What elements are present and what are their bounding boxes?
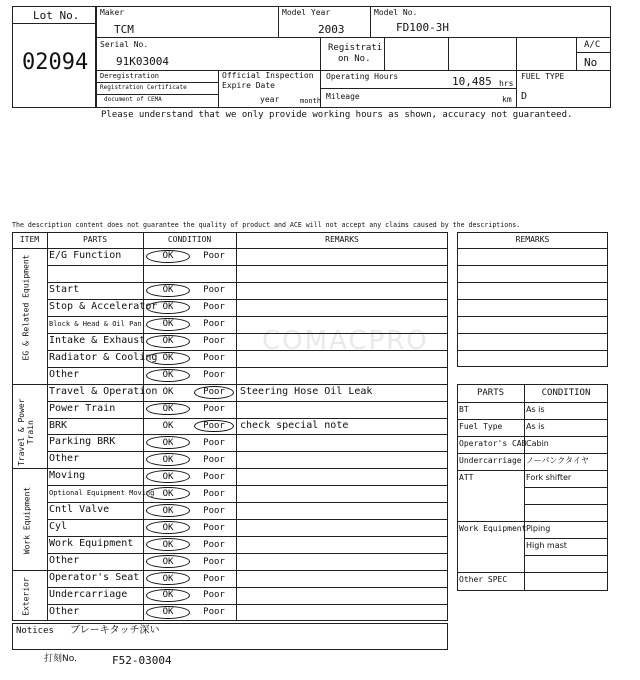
ok-circled: OK — [146, 487, 190, 500]
ok-circled: OK — [146, 250, 190, 263]
mileage-label: Mileage — [326, 92, 360, 101]
right-condition-value: As is — [526, 405, 545, 414]
row-part-label: Cntl Valve — [49, 504, 110, 516]
poor-option: Poor — [203, 370, 225, 381]
fuel-type-label: FUEL TYPE — [521, 72, 565, 81]
ok-circled: OK — [146, 504, 190, 517]
row-part-label: Stop & Accelerator — [49, 300, 158, 312]
row-part-label: Work Equipment — [49, 538, 134, 550]
operating-hours-label: Operating Hours — [326, 72, 399, 81]
poor-option: Poor — [203, 437, 225, 448]
right-part-label: Work Equipment — [459, 524, 527, 533]
model-year-value: 2003 — [318, 23, 345, 36]
ok-circled: OK — [146, 470, 190, 483]
ok-circled: OK — [146, 521, 190, 534]
poor-circled: Poor — [194, 420, 234, 433]
poor-option: Poor — [203, 590, 225, 601]
right-condition-header: CONDITION — [541, 388, 591, 398]
right-part-label: Fuel Type — [459, 422, 503, 431]
right-condition-value: ノーパンクタイヤ — [526, 456, 589, 465]
poor-option: Poor — [203, 505, 225, 516]
operating-hours-value: 10,485 — [452, 75, 492, 88]
row-part-label: Other — [49, 555, 80, 567]
deregistration-line-3: document of CEMA — [104, 96, 162, 103]
row-part-label: Undercarriage — [49, 589, 128, 600]
ok-circled: OK — [146, 538, 190, 551]
poor-option: Poor — [203, 251, 225, 262]
poor-option: Poor — [203, 353, 225, 364]
watermark: COMACPRO — [262, 326, 429, 356]
header-item: ITEM — [19, 235, 40, 244]
poor-option: Poor — [203, 573, 225, 584]
serial-value: 91K03004 — [116, 55, 169, 68]
model-no-value: FD100-3H — [396, 21, 449, 34]
poor-option: Poor — [203, 336, 225, 347]
poor-option: Poor — [203, 539, 225, 550]
ac-label: A/C — [584, 40, 601, 50]
group-label-work: Work Equipment — [22, 486, 32, 555]
deregistration-line-2: Registration Certificate — [100, 84, 187, 91]
header-condition: CONDITION — [167, 235, 212, 244]
model-year-label: Model Year — [282, 8, 331, 17]
row-part-label: Cyl — [49, 521, 68, 533]
right-part-label: Undercarriage — [459, 456, 522, 465]
row-remark: Steering Hose Oil Leak — [240, 385, 373, 397]
right-condition-value: Fork shifter — [526, 473, 572, 482]
ok-circled: OK — [146, 572, 190, 585]
operating-hours-unit: hrs — [499, 79, 514, 88]
ok-circled: OK — [146, 318, 190, 331]
row-part-label: Other — [49, 605, 80, 617]
row-part-label: Other — [49, 453, 80, 465]
ac-value: No — [584, 56, 598, 69]
right-condition-value: High mast — [526, 541, 567, 550]
disclaimer: The description content does not guarantee the quality of product and ACE will not accept any claims caused by the descriptions. — [12, 221, 521, 229]
ok-option: OK — [162, 387, 174, 398]
ok-circled: OK — [146, 284, 190, 297]
poor-option: Poor — [203, 522, 225, 533]
inspection-month: month — [300, 97, 322, 105]
hours-note: Please understand that we only provide working hours as shown, accuracy not guaranteed. — [101, 110, 573, 120]
stamp-label: 打刻No. — [44, 654, 77, 664]
poor-option: Poor — [203, 471, 225, 482]
poor-circled: Poor — [194, 386, 234, 399]
maker-label: Maker — [100, 8, 125, 17]
right-parts-header: PARTS — [476, 388, 505, 398]
header-parts: PARTS — [82, 235, 108, 244]
ok-option: OK — [162, 420, 174, 431]
inspection-label-2: Expire Date — [222, 81, 275, 90]
inspection-label-1: Official Inspection — [222, 71, 314, 80]
right-condition-value: Piping — [526, 524, 551, 533]
ok-circled: OK — [146, 369, 190, 382]
row-part-label: Start — [49, 283, 80, 295]
right-part-label: BT — [459, 405, 469, 414]
row-part-label: Moving — [49, 470, 86, 482]
row-remark: check special note — [240, 419, 349, 431]
row-part-label: Other — [49, 368, 80, 380]
poor-option: Poor — [203, 454, 225, 465]
poor-option: Poor — [203, 302, 225, 313]
row-part-label: Radiator & Cooling — [49, 351, 158, 363]
inspection-year: year — [260, 95, 280, 104]
ok-circled: OK — [146, 589, 190, 602]
row-part-label: E/G Function — [49, 250, 122, 261]
row-part-label: Block & Head & Oil Pan — [49, 319, 142, 328]
poor-option: Poor — [203, 488, 225, 499]
fuel-type-value: D — [521, 91, 528, 102]
right-condition-value: Cabin — [526, 439, 549, 448]
serial-label: Serial No. — [100, 40, 149, 49]
ok-circled: OK — [146, 352, 190, 365]
right-remarks-header: REMARKS — [515, 235, 550, 244]
notices-label: Notices — [16, 626, 54, 636]
ok-circled: OK — [146, 453, 190, 466]
ok-circled: OK — [146, 335, 190, 348]
lot-number: 02094 — [22, 50, 89, 75]
lot-label: Lot No. — [33, 9, 80, 22]
ok-circled: OK — [146, 555, 190, 568]
header-remarks: REMARKS — [325, 235, 359, 244]
registration-label-2: on No. — [338, 54, 371, 64]
mileage-unit: km — [502, 95, 512, 104]
model-no-label: Model No. — [374, 8, 418, 17]
deregistration-label: Deregistration — [100, 72, 160, 80]
row-part-label: Operator's Seat — [49, 572, 140, 584]
poor-option: Poor — [203, 285, 225, 296]
row-part-label: Optional Equipment Moving — [49, 489, 155, 498]
poor-option: Poor — [203, 607, 225, 618]
poor-option: Poor — [203, 556, 225, 567]
right-part-label: ATT — [459, 473, 474, 482]
registration-label-1: Registrati — [328, 43, 383, 53]
row-part-label: Power Train — [49, 402, 116, 414]
ok-circled: OK — [146, 403, 190, 416]
right-part-label: Operator's CAB — [459, 439, 527, 448]
group-label-travel: Travel & Power Train — [16, 398, 35, 466]
poor-option: Poor — [203, 319, 225, 330]
row-part-label: BRK — [49, 419, 68, 431]
stamp-value: F52-03004 — [112, 654, 172, 667]
right-part-label: Other SPEC — [459, 575, 508, 584]
row-part-label: Parking BRK — [49, 436, 116, 448]
maker-value: TCM — [114, 23, 134, 36]
group-label-exterior: Exterior — [21, 577, 31, 616]
ok-circled: OK — [146, 606, 190, 619]
group-label-eg: EG & Related Equipment — [21, 254, 31, 361]
right-condition-value: As is — [526, 422, 545, 431]
ok-circled: OK — [146, 301, 190, 314]
row-part-label: Intake & Exhaust — [49, 334, 146, 346]
poor-option: Poor — [203, 404, 225, 415]
notices-value: ブレーキタッチ深い — [70, 625, 160, 636]
ok-circled: OK — [146, 436, 190, 449]
row-part-label: Travel & Operation — [49, 385, 158, 397]
